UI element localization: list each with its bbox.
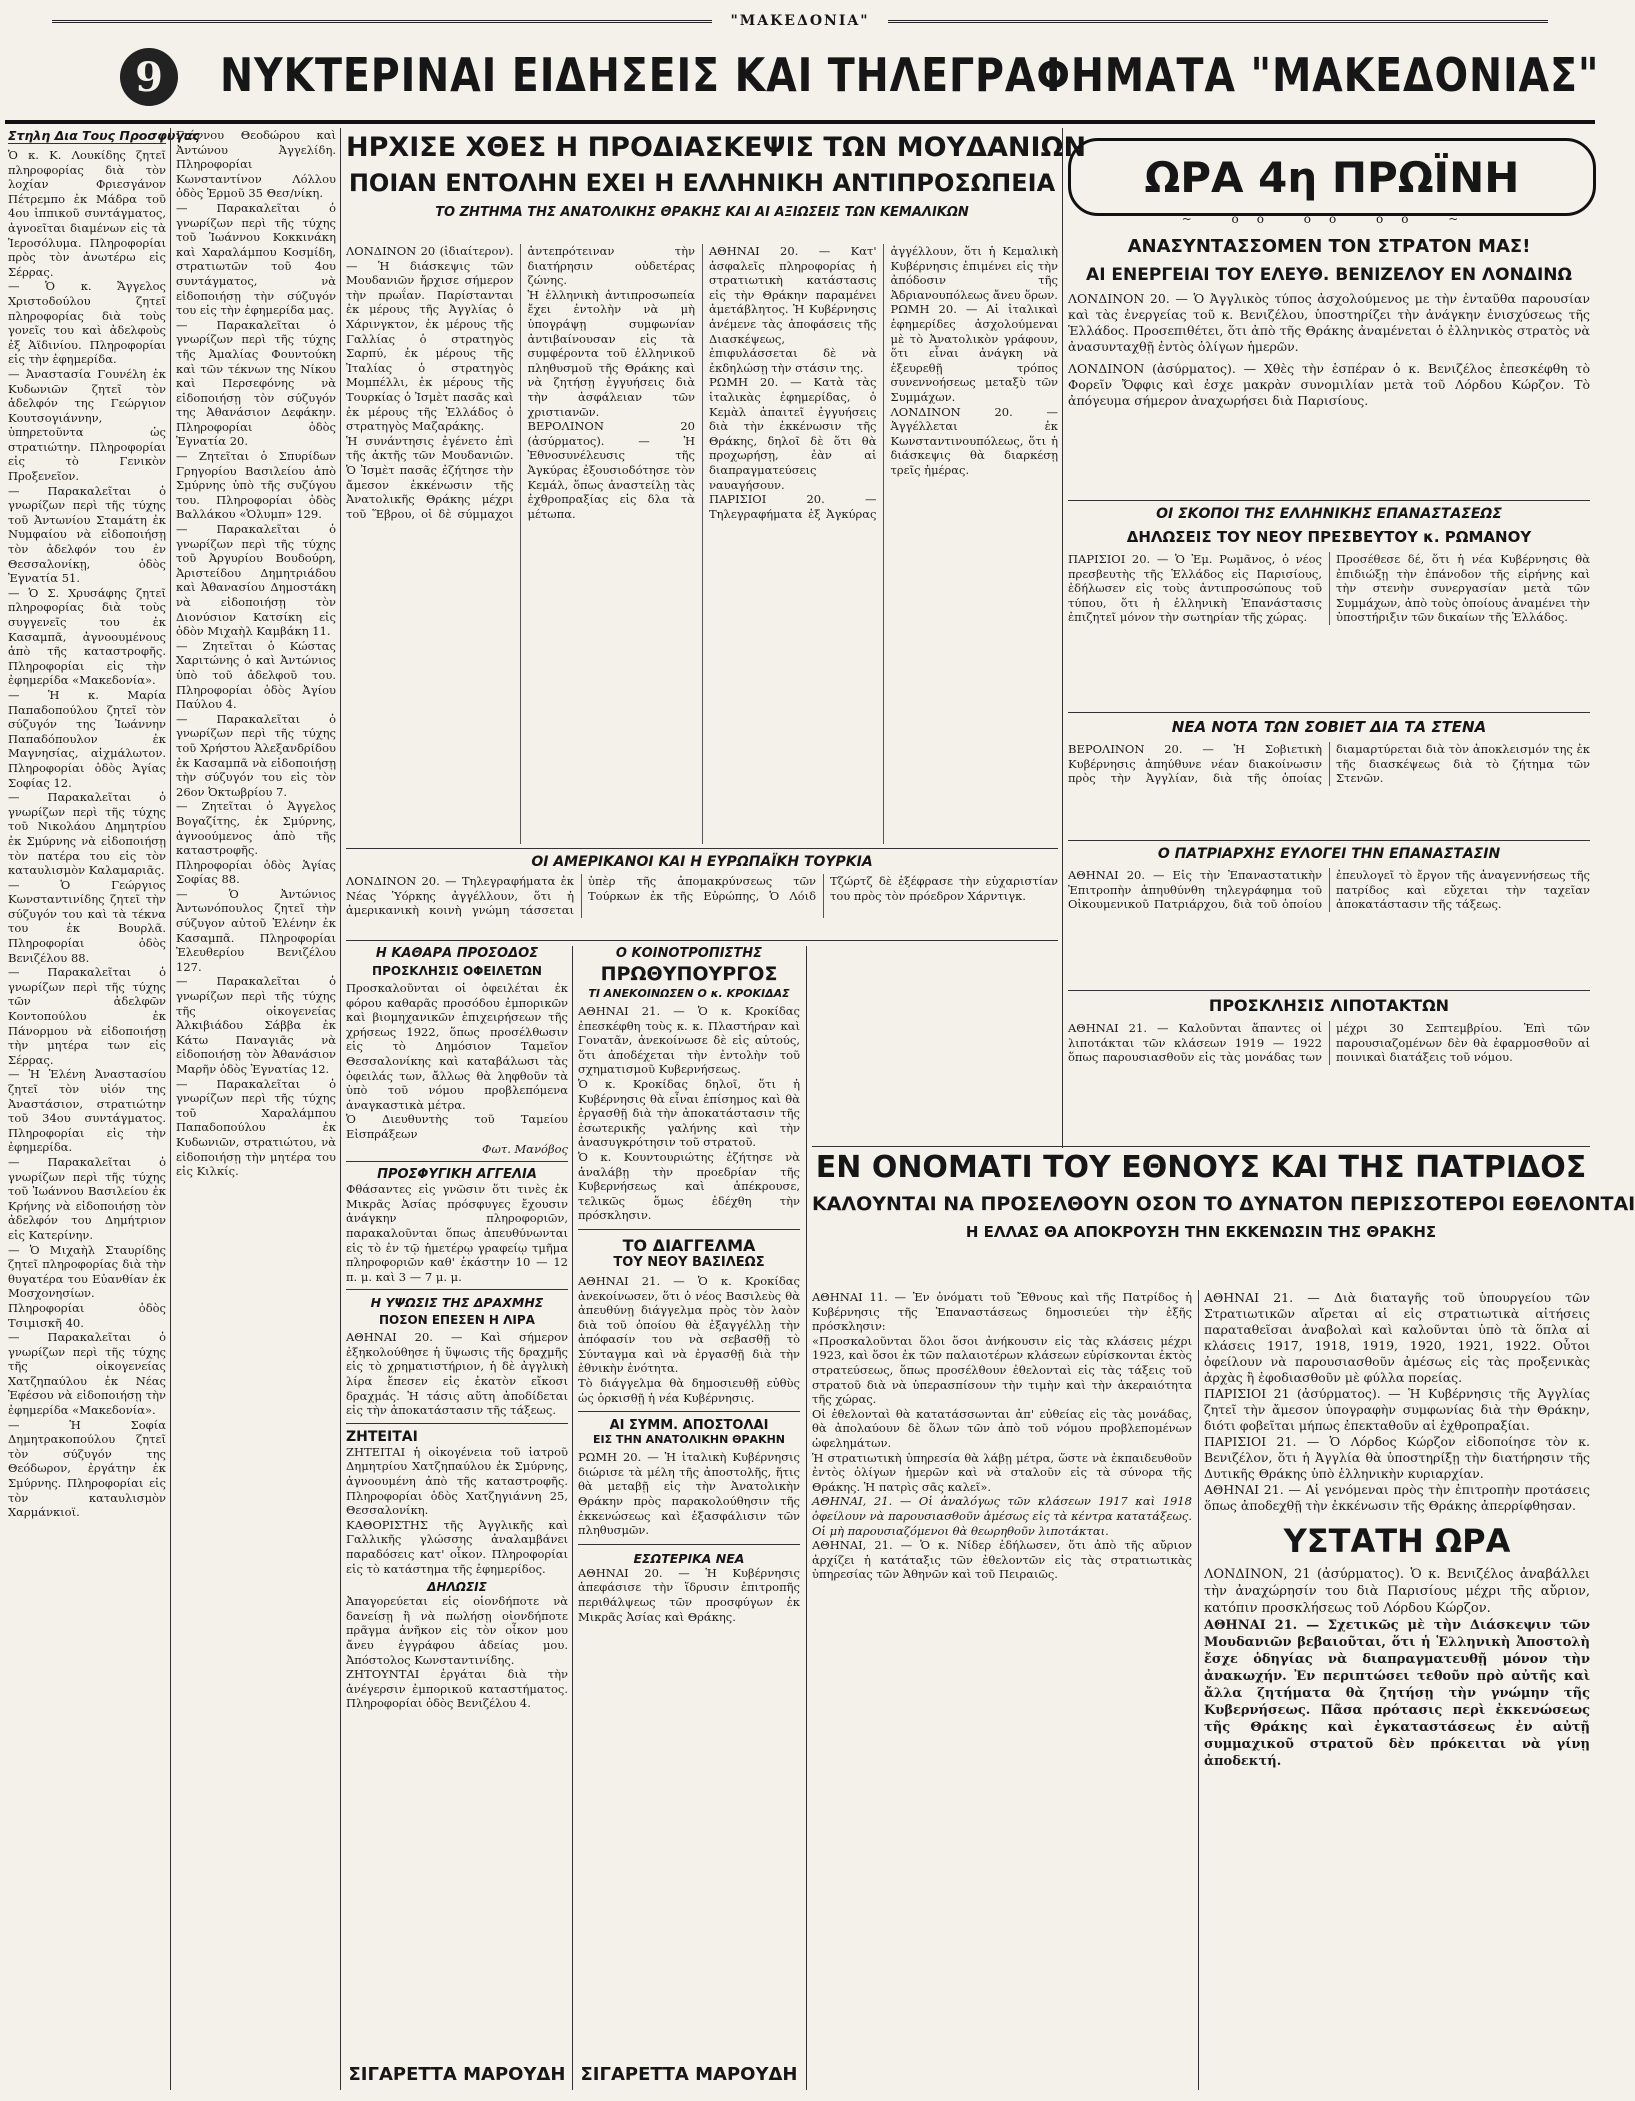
patriarch-headline: Ο ΠΑΤΡΙΑΡΧΗΣ ΕΥΛΟΓΕΙ ΤΗΝ ΕΠΑΝΑΣΤΑΣΙΝ <box>1157 846 1501 862</box>
refugee-paragraph: — Ὁ Γεώργιος Κωνσταντινίδης ζητεῖ τὴν σύζυγόν του καὶ τὰ τέκνα του ἐκ Βουρλᾶ. Πληροφορίαι ὁδὸς Βενιζέλου 88. <box>8 877 166 965</box>
refugee-paragraph: — Ἀναστασία Γουνέλη ἐκ Κυδωνιῶν ζητεῖ τὸν ἀδελφόν της Γεώργιον Κουτσογιάννην, ὑπηρετοῦντα ὡς στρατιώτην. Πληροφορίαι εἰς τὸ Γενικὸν Προξενεῖον. <box>8 366 166 484</box>
section-rule <box>1068 840 1590 841</box>
envoy-paragraph: ΠΑΡΙΣΙΟΙ 20. — Ὁ Ἐμ. Ρωμᾶνος, ὁ νέος πρεσβευτὴς τῆς Ἑλλάδος εἰς Παρισίους, ἐδήλωσεν εἰς τοὺς ἀντιπροσώπους τοῦ τύπου, ὅτι ἡ ἑλληνικὴ Ἐπανάστασις ἐπιζητεῖ μόνον τὴν σωτηρίαν τῆς χώρας. <box>1068 552 1322 625</box>
refugee-paragraph: — Παρακαλεῖται ὁ γνωρίζων περὶ τῆς τύχης τοῦ Ἰωάννου Βασιλείου ἐκ Κρήνης νὰ εἰδοποιήσῃ τὸν ἀδελφόν του Δημήτριον εἰς Κατερίνην. <box>8 1154 166 1242</box>
column-rule <box>572 946 573 2090</box>
refugee-paragraph: — Ζητεῖται ὁ Ἀγγελος Βογαζίτης, ἐκ Σμύρνης, ἀγνοούμενος ἀπὸ τῆς καταστροφῆς. Πληροφορίαι ὁδὸς Ἁγίας Σοφίας 88. <box>176 799 336 887</box>
nation-right-paragraph: ΑΘΗΝΑΙ 21. — Αἱ γενόμεναι πρὸς τὴν ἐπιτροπὴν προτάσεις ὅπως ἀποδεχθῇ τὴν ἐκκένωσιν τῆς Θράκης ἀπερρίφθησαν. <box>1204 1482 1590 1513</box>
notice-paragraph: Ἀπαγορεύεται εἰς οἱονδήποτε νὰ δανείσῃ ἢ νὰ πωλήσῃ οἱονδήποτε πρᾶγμα ἀνῆκον εἰς τὸν οἶκον μου ἄνευ ἐγγράφου ἀδείας μου. Ἀπόστολος Κωνσταντινίδης. <box>346 1594 568 1667</box>
conference-paragraph: Ἡ συνάντησις ἐγένετο ἐπὶ τῆς ἀκτῆς τῶν Μουδανιῶν. Ὁ Ἰσμὲτ πασᾶς ἐζήτησε τὴν ἄμεσον ἐκκένωσιν τῆς Ἀνατολικῆς Θράκης μέχρι τοῦ Ἕβρου, οἱ δὲ σύμμαχοι ἀντεπρότειναν τὴν διατήρησιν οὐδετέρας ζώνης. <box>346 244 695 521</box>
section-rule <box>578 1411 800 1412</box>
refugee-paragraph: — Παρακαλεῖται ὁ γνωρίζων περὶ τῆς τύχης τοῦ Ἀργυρίου Βουδούρη, Ἀριστείδου Δημητριάδου καὶ Ἀθανασίου Δημοστάκη νὰ εἰδοποιήσῃ τὸν Διονύσιον Κατσίκη εἰς ὁδὸν Μιχαὴλ Καμβάκη 11. <box>176 522 336 639</box>
nation-headline: ΕΝ ΟΝΟΜΑΤΙ ΤΟΥ ΕΘΝΟΥΣ ΚΑΙ ΤΗΣ ΠΑΤΡΙΔΟΣ <box>815 1150 1587 1185</box>
refugee-paragraph: — Ἡ Σοφία Δημητρακοπούλου ζητεῖ τὸν σύζυγόν της Θεόδωρον, ἐργάτην ἐκ Σμύρνης. Πληροφορίαι εἰς τὸν καταυλισμὸν Χαρμάνκιοϊ. <box>8 1417 166 1520</box>
notices-column <box>346 946 568 2090</box>
section-rule <box>1068 990 1590 991</box>
refugee-paragraph: — Ὁ Μιχαὴλ Σταυρίδης ζητεῖ πληροφορίας διὰ τὴν θυγατέρα του Εὐανθίαν ἐκ Μοσχονησίων. Πληροφορίαι ὁδὸς Τσιμισκῆ 40. <box>8 1242 166 1330</box>
americans-columns <box>346 874 1058 918</box>
conference-paragraph: ΛΟΝΔΙΝΟΝ 20 (ἰδιαίτερον). — Ἡ διάσκεψις τῶν Μουδανιῶν ἤρχισε σήμερον τὴν πρωΐαν. Παρίστανται ἐκ μέρους τῆς Ἀγγλίας ὁ Χάρινγκτον, ἐκ μέρους τῆς Γαλλίας ὁ στρατηγὸς Σαρπύ, ἐκ μέρους τῆς Ἰταλίας ὁ στρατηγὸς Μομπέλλι, ἐκ μέρους τῆς Τουρκίας ὁ Ἰσμὲτ πασᾶς καὶ ἐκ μέρους τῆς Ἑλλάδος ὁ στρατηγὸς Μαζαράκης. <box>346 244 514 434</box>
soviet-columns <box>1068 742 1590 786</box>
last-hour-headline: ΥΣΤΑΤΗ ΩΡΑ <box>1283 1522 1511 1560</box>
patriarch-columns <box>1068 868 1590 912</box>
soviet-headline: ΝΕΑ ΝΟΤΑ ΤΩΝ ΣΟΒΙΕΤ ΔΙΑ ΤΑ ΣΤΕΝΑ <box>1171 718 1487 736</box>
envoy-headline: ΟΙ ΣΚΟΠΟΙ ΤΗΣ ΕΛΛΗΝΙΚΗΣ ΕΠΑΝΑΣΤΑΣΕΩΣ <box>1156 506 1502 522</box>
section-rule <box>1068 712 1590 713</box>
refugee-paragraph: — Παρακαλεῖται ὁ γνωρίζων περὶ τῆς τύχης τοῦ Χαραλάμπου Παπαδοπούλου ἐκ Κυδωνιῶν, στρατιώτου, νὰ εἰδοποιήσῃ τὴν μητέρα του εἰς Κιλκίς. <box>176 1076 336 1179</box>
conference-paragraph: Ἡ ἑλληνικὴ ἀντιπροσωπεία ἔχει ἐντολὴν νὰ μὴ ὑπογράψῃ συμφωνίαν ἀντιβαίνουσαν εἰς τὰ συμφέροντα τοῦ ἑλληνικοῦ πληθυσμοῦ τῆς Θράκης καὶ νὰ ζητήσῃ ἐγγυήσεις διὰ τὴν ἀσφάλειαν τῶν χριστιανῶν. <box>527 287 695 419</box>
deserters-article <box>1068 996 1590 1140</box>
last-hour-paragraph: ΑΘΗΝΑΙ 21. — Σχετικῶς μὲ τὴν Διάσκεψιν τῶν Μουδανιῶν βεβαιοῦται, ὅτι ἡ Ἑλληνικὴ Ἀποστολὴ ἔσχε ὁδηγίας νὰ διαπραγματευθῇ μόνον τὴν ἀνακωχήν. Ἐν περιπτώσει τεθοῦν πρὸ αὐτῆς καὶ ἄλλα ζητήματα θὰ ζητήσῃ τὴν γνώμην τῆς Κυβερνήσεως. Πᾶσα πρότασις περὶ ἐκκενώσεως τῆς Θράκης καὶ ἐγκαταστάσεως ἐν αὐτῇ συμμαχικοῦ στρατοῦ δὲν πρόκειται νὰ γίνῃ ἀποδεκτή. <box>1204 1618 1590 1769</box>
nation-right-column <box>1204 1290 1590 2090</box>
soviet-article <box>1068 718 1590 836</box>
decree-paragraph: Τὸ διάγγελμα θὰ δημοσιευθῇ εὐθὺς ὡς ὁρκισθῇ ἡ νέα Κυβέρνησις. <box>578 1376 800 1405</box>
conference-paragraph: ΛΟΝΔΙΝΟΝ 20. — Ἀγγέλλεται ἐκ Κωνσταντινουπόλεως, ὅτι ἡ διάσκεψις θὰ διαρκέσῃ τρεῖς ἡμέρας. <box>890 404 1058 477</box>
refugee-paragraph: — Ἡ κ. Μαρία Παπαδοπούλου ζητεῖ τὸν σύζυγόν της Ἰωάννην Παπαδόπουλον ἐκ Μαγνησίας, αἰχμάλωτον. Πληροφορίαι ὁδὸς Ἀγίας Σοφίας 12. <box>8 687 166 790</box>
refugee-paragraph: — Ὁ κ. Ἄγγελος Χριστοδούλου ζητεῖ πληροφορίας διὰ τοὺς γονεῖς του καὶ ἀδελφοὺς ἐξ Ἀϊδινίου. Πληροφορίαι εἰς τὴν ἐφημερίδα. <box>8 279 166 367</box>
conference-paragraph: ΡΩΜΗ 20. — Αἱ ἰταλικαὶ ἐφημερίδες ἀσχολούμεναι μὲ τὸ Ἀνατολικὸν γράφουν, ὅτι εἶναι ἀνάγκη νὰ ἐξευρεθῇ τρόπος συνεννοήσεως μεταξὺ τῶν Συμμάχων. <box>890 302 1058 404</box>
army-paragraph: ΛΟΝΔΙΝΟΝ (ἀσύρματος). — Χθὲς τὴν ἑσπέραν ὁ κ. Βενιζέλος ἐπεσκέφθη τὸ Φορεῖν Ὄφφις καὶ ἐσχε μακρὰν συνομιλίαν μετὰ τοῦ Λόρδου Κώρζον. Τὸ ἀπόγευμα σήμερον ἀναχωρήσει διὰ Παρισίους. <box>1068 361 1590 408</box>
americans-article <box>346 854 1058 936</box>
column-rule <box>1198 1290 1199 2090</box>
column-rule <box>170 128 171 2090</box>
refugee-paragraph: — Παρακαλεῖται ὁ γνωρίζων περὶ τῆς τύχης τοῦ Ἰωάννου Κοκκινάκη καὶ Χαραλάμπου Κοσμίδη, στρατιωτῶν τοῦ 4ου συντάγματος, νὰ εἰδοποιήσῃ τὴν σύζυγόν του εἰς τὴν ἐφημερίδα μας. <box>176 200 336 318</box>
refugee-paragraph: Ὁ κ. Κ. Λουκίδης ζητεῖ πληροφορίας διὰ τὸν λοχίαν Φριεσγάνον Πέτρεμπο ἐκ Μάδρα τοῦ 4ου ἱππικοῦ συντάγματος, ἀγνοεῖται διαμένων εἰς τὰ Ἱεροσόλυμα. Πληροφορίαι πρὸς τὸν ἀνωτέρω εἰς Σέρρας. <box>8 148 166 279</box>
section-rule <box>578 1229 800 1230</box>
running-head-rule-left <box>52 20 712 23</box>
army-paragraph: ΛΟΝΔΙΝΟΝ 20. — Ὁ Ἀγγλικὸς τύπος ἀσχολούμενος με τὴν ἐνταῦθα παρουσίαν καὶ τὰς ἐνεργείας τοῦ κ. Βενιζέλου, ὑποστηρίζει τὴν ἀνάγκην ἐνισχύσεως τῆς Ἑλλάδος. Προσεπιθέτει, ὅτι ἀπὸ τῆς Θράκης ἀναμένεται ὁ ἐλληνικὸς στρατὸς νὰ ἀνασυνταχθῇ ἐντὸς ὀλίγων ἡμερῶν. <box>1068 291 1590 354</box>
nation-paragraph: ΑΘΗΝΑΙ, 21. — Οἱ ἀναλόγως τῶν κλάσεων 1917 καὶ 1918 ὀφείλουν νὰ παρουσιασθοῦν ἀμέσως εἰς τὰ κέντρα κατατάξεως. Οἱ μὴ παρουσιαζόμενοι θὰ θεωρηθοῦν λιποτάκται. <box>812 1494 1192 1538</box>
allied-missions-paragraph: ΡΩΜΗ 20. — Ἡ ἰταλικὴ Κυβέρνησις διώρισε τὰ μέλη τῆς ἀποστολῆς, ἥτις θὰ μεταβῇ εἰς τὴν Ἀνατολικὴν Θράκην πρὸς παρακολούθησιν τῆς ἐκκενώσεως καὶ ἐξασφάλισιν τῶν πληθυσμῶν. <box>578 1450 800 1538</box>
refugee-column-title: Στηλη Δια Τους Προσφυγας <box>8 128 200 143</box>
hour-label: ΩΡΑ 4η ΠΡΩΪΝΗ <box>1144 152 1520 202</box>
decree-headline: ΤΟ ΔΙΑΓΓΕΛΜΑ <box>622 1235 756 1255</box>
debtors-subhead: ΠΡΟΣΚΛΗΣΙΣ ΟΦΕΙΛΕΤΩΝ <box>372 964 542 978</box>
refugee-paragraph: — Ὁ Σ. Χρυσάφης ζητεῖ πληροφορίας διὰ τοὺς συγγενεῖς του ἐκ Κασαμπᾶ, ἀγνοουμένους ἀπὸ τῆς καταστροφῆς. Πληροφορίαι εἰς τὴν ἐφημερίδα «Μακεδονία». <box>8 585 166 688</box>
deserters-columns <box>1068 1021 1590 1065</box>
conference-paragraph: ΠΑΡΙΣΙΟΙ 20. — Τηλεγραφήματα ἐξ Ἀγκύρας ἀγγέλλουν, ὅτι ἡ Κεμαλικὴ Κυβέρνησις ἐπιμένει εἰς τὴν ἀπόδοσιν τῆς Ἀδριανουπόλεως ἄνευ ὅρων. <box>709 244 1058 521</box>
refugee-paragraph: — Ἡ Ἑλένη Ἀναστασίου ζητεῖ τὸν υἱόν της Ἀναστάσιον, στρατιώτην τοῦ 34ου συντάγματος. Πληροφορίαι εἰς τὴν ἐφημερίδα. <box>8 1067 166 1155</box>
column-rule <box>806 946 807 2090</box>
prime-minister-headline: Ο ΚΟΙΝΟΤΡΟΠΙΣΤΗΣ <box>615 946 763 961</box>
nation-paragraph: «Προσκαλοῦνται ὅλοι ὅσοι ἀνήκουσιν εἰς τὰς κλάσεις μέχρι 1923, καὶ ὅσοι ἐκ τῶν παλαιοτέρων κλάσεων εὑρίσκονται ἐκτὸς στρατεύσεως, ὅπως προσέλθουν ἐθελονταὶ εἰς τὰς τάξεις τοῦ στρατοῦ διὰ νὰ ὑπερασπίσουν τὴν τιμὴν καὶ τὴν ἀκεραιότητα τῆς χώρας. <box>812 1333 1192 1407</box>
conference-paragraph: ΒΕΡΟΛΙΝΟΝ 20 (ἀσύρματος). — Ἡ Ἐθνοσυνέλευσις τῆς Ἀγκύρας ἐξουσιοδότησε τὸν Κεμάλ, ὅπως ἀναστείλῃ τὰς ἐχθροπραξίας εἰς δλα τὰ μέτωπα. <box>527 419 695 521</box>
nation-right-paragraph: ΑΘΗΝΑΙ 21. — Διὰ διαταγῆς τοῦ ὑπουργείου τῶν Στρατιωτικῶν αἴρεται αἱ εἰς στρατιωτικὰ αἰτήσεις παραταθεῖσαι ἀναβολαὶ καὶ καλοῦνται ὑπὸ τὰ ὅπλα αἱ κλάσεις 1917, 1918, 1919, 1920, 1921, 1922. Οὗτοι ὀφείλουν νὰ παρουσιασθοῦν ἀμέσως εἰς τὰς προξενικὰς ἀρχὰς ἢ ἐφοδιασθοῦν μὲ φύλλα πορείας. <box>1204 1290 1590 1385</box>
prime-minister-subhead: ΠΡΩΘΥΠΟΥΡΓΟΣ <box>600 963 778 985</box>
refugee-paragraph: — Παρακαλεῖται ὁ γνωρίζων περὶ τῆς τύχης τοῦ Νικολάου Δημητρίου ἐκ Σμύρνης νὰ εἰδοποιήσῃ τὸν πατέρα του εἰς τὸν καταυλισμὸν Καλαμαριᾶς. <box>8 790 166 878</box>
refugee-notice-paragraph: Φθάσαντες εἰς γνῶσιν ὅτι τινὲς ἐκ Μικρᾶς Ἀσίας πρόσφυγες ἔχουσιν ἀνάγκην πληροφοριῶν, παρακαλοῦνται ὅπως ἀπευθύνωνται εἰς τὸ ἐν τῷ ἡμετέρῳ γραφείῳ τμῆμα πληροφοριῶν καθ' ἑκάστην 10 — 12 π. μ. καὶ 3 — 7 μ. μ. <box>346 1182 568 1284</box>
envoy-paragraph: Προσέθεσε δέ, ὅτι ἡ νέα Κυβέρνησις θὰ ἐπιδιώξῃ τὴν ἐπάνοδον τῆς εἰρήνης καὶ τὴν στενὴν συνεργασίαν μετὰ τῶν Συμμάχων, ἀπὸ τοὺς ὁποίους ἀναμένει τὴν ὑποστήριξιν τῶν δικαίων τῆς Ἑλλάδος. <box>1336 552 1590 625</box>
conference-subhead: ΠΟΙΑΝ ΕΝΤΟΛΗΝ ΕΧΕΙ Η ΕΛΛΗΝΙΚΗ ΑΝΤΙΠΡΟΣΩΠΕΙΑ <box>348 169 1056 197</box>
wanted-closing: ΖΗΤΟΥΝΤΑΙ ἐργάται διὰ τὴν ἀνέγερσιν ἐμπορικοῦ καταστήματος. Πληροφορίαι ὁδὸς Βενιζέλου 4. <box>346 1667 568 1711</box>
column-rule <box>340 128 341 2090</box>
section-rule <box>578 1544 800 1545</box>
debtors-paragraph: Προσκαλοῦνται οἱ ὀφειλέται ἐκ φόρου καθαρᾶς προσόδου ἐμπορικῶν καὶ βιομηχανικῶν ἐπιχειρήσεων τῆς χρήσεως 1922, ὅπως προσέλθωσιν εἰς τὸ Δημόσιον Ταμεῖον Θεσσαλονίκης καὶ καταβάλωσι τὰς ὀφειλάς των, ἄλλως θὰ ληφθοῦν τὰ ὑπὸ τοῦ νόμου προβλεπόμενα ἀναγκαστικὰ μέτρα. <box>346 981 568 1112</box>
refugee-paragraph: — Ὁ Ἀντώνιος Ἀντωνόπουλος ζητεῖ τὴν σύζυγον αὐτοῦ Ἑλένην ἐκ Κασαμπᾶ. Πληροφορίαι Ἐλευθερίου Βενιζέλου 127. <box>176 886 336 974</box>
cigarette-ad-right: ΣΙΓΑΡΕΤΤΑ ΜΑΡΟΥΔΗ <box>580 2064 798 2085</box>
envoy-subhead: ΔΗΛΩΣΕΙΣ ΤΟΥ ΝΕΟΥ ΠΡΕΣΒΕΥΤΟΥ κ. ΡΩΜΑΝΟΥ <box>1126 528 1532 546</box>
drachma-headline: Η ΥΨΩΣΙΣ ΤΗΣ ΔΡΑΧΜΗΣ <box>370 1295 544 1311</box>
section-rule <box>346 848 1058 849</box>
hour-box <box>1068 138 1596 216</box>
wanted-paragraph: ΖΗΤΕΙΤΑΙ ἡ οἰκογένεια τοῦ ἰατροῦ Δημητρίου Χατζηπαύλου ἐκ Σμύρνης, ἀγνοουμένη ἀπὸ τῆς καταστροφῆς. Πληροφορίαι ὁδὸς Χατζηγιάννη 25, Θεσσαλονίκη. <box>346 1444 568 1518</box>
prime-minister-paragraph: ΑΘΗΝΑΙ 21. — Ὁ κ. Κροκίδας ἐπεσκέφθη τοὺς κ. κ. Πλαστήραν καὶ Γονατᾶν, ἀνεκοίνωσε δὲ εἰς αὐτούς, ὅτι ἀποδέχεται τὴν ἐντολὴν τοῦ σχηματισμοῦ Κυβερνήσεως. <box>578 1004 800 1077</box>
conference-paragraph: ΡΩΜΗ 20. — Κατὰ τὰς ἰταλικὰς ἐφημερίδας, ὁ Κεμὰλ ἀπαιτεῖ ἐγγυήσεις διὰ τὴν ἐκκένωσιν τῆς Θράκης, δηλοῖ δὲ ὅτι θὰ προχωρήσῃ, ἐὰν αἱ διαπραγματεύσεις ναυαγήσουν. <box>709 375 877 492</box>
patriarch-paragraph: ΑΘΗΝΑΙ 20. — Εἰς τὴν Ἐπαναστατικὴν Ἐπιτροπὴν ἀπηυθύνθη τηλεγράφημα τοῦ Οἰκουμενικοῦ Πατριάρχου, διὰ τοῦ ὁποίου ἐπευλογεῖ τὸ ἔργον τῆς ἀναγεννήσεως τῆς πατρίδος καὶ εὔχεται τὴν ταχεῖαν ἀποκατάστασιν τῆς τάξεως. <box>1068 868 1590 912</box>
section-rule <box>346 1423 568 1424</box>
conference-deck: ΤΟ ΖΗΤΗΜΑ ΤΗΣ ΑΝΑΤΟΛΙΚΗΣ ΘΡΑΚΗΣ ΚΑΙ ΑΙ ΑΞΙΩΣΕΙΣ ΤΩΝ ΚΕΜΑΛΙΚΩΝ <box>435 205 969 220</box>
deserters-paragraph: ΑΘΗΝΑΙ 21. — Καλοῦνται ἅπαντες οἱ λιποτάκται τῶν κλάσεων 1919 — 1922 ὅπως παρουσιασθοῦν εἰς τὰς μονάδας των μέχρι 30 Σεπτεμβρίου. Ἐπὶ τῶν παρουσιαζομένων δὲν θὰ ἐφαρμοσθοῦν αἱ ποινικαὶ διατάξεις τοῦ νόμου. <box>1068 1021 1590 1065</box>
envoy-columns <box>1068 552 1590 625</box>
refugee-paragraph: — Ζητεῖται ὁ Σπυρίδων Γρηγορίου Βασιλείου ἀπὸ Σμύρνης ὑπὸ τῆς συζύγου του. Πληροφορίαι ὁδὸς Βαλλάκου «Ὁλυμπ» 129. <box>176 449 336 522</box>
paper-name: "ΜΑΚΕΔΟΝΙΑ" <box>730 13 870 29</box>
section-rule <box>812 1146 1590 1147</box>
conference-paragraph: ΑΘΗΝΑΙ 20. — Κατ' ἀσφαλεῖς πληροφορίας ἡ στρατιωτικὴ κατάστασις εἰς τὴν Θράκην παραμένει ἀμετάβλητος. Ἡ Κυβέρνησις ἀνέμενε τὰς ἀποφάσεις τῆς Διασκέψεως, ἐπιφυλάσσεται δὲ νὰ ἐκδηλώσῃ τὴν στάσιν της. <box>709 244 877 375</box>
page-number: 9 <box>120 48 178 106</box>
decree-subhead: ΤΟΥ ΝΕΟΥ ΒΑΣΙΛΕΩΣ <box>613 1254 765 1270</box>
notice-title: ΔΗΛΩΣΙΣ <box>427 1580 487 1595</box>
refugee-paragraph: — Παρακαλεῖται ὁ γνωρίζων περὶ τῆς τύχης τῆς Ἀμαλίας Φουντούκη καὶ τῶν τέκνων της Νίκου καὶ Περσεφόνης νὰ εἰδοποιήσῃ τὸν σύζυγόν της Ἀθανάσιον Δεφάκην. Πληροφορίαι ὁδὸς Ἐγνατία 20. <box>176 317 336 449</box>
prime-minister-column <box>578 946 800 2060</box>
soviet-paragraph: ΒΕΡΟΛΙΝΟΝ 20. — Ἡ Σοβιετικὴ Κυβέρνησις ἀπηύθυνε νέαν διακοίνωσιν πρὸς τὴν Ἀγγλίαν, διὰ τῆς ὁποίας διαμαρτύρεται διὰ τὸν ἀποκλεισμόν της ἐκ τῆς διασκέψεως διὰ τὸ ζήτημα τῶν Στενῶν. <box>1068 742 1590 786</box>
nation-paragraph: ΑΘΗΝΑΙ, 21. — Ὁ κ. Νίδερ ἐδήλωσεν, ὅτι ἀπὸ τῆς αὔριον ἀρχίζει ἡ κατάταξις τῶν ἐθελοντῶν εἰς τὰς στρατιωτικὰς ὑπηρεσίας τῶν Ἀθηνῶν καὶ τοῦ Πειραιῶς. <box>812 1538 1192 1582</box>
conference-headline: ΗΡΧΙΣΕ ΧΘΕΣ Η ΠΡΟΔΙΑΣΚΕΨΙΣ ΤΩΝ ΜΟΥΔΑΝΙΩΝ <box>346 132 1087 163</box>
domestic-paragraph: ΑΘΗΝΑΙ 20. — Ἡ Κυβέρνησις ἀπεφάσισε τὴν ἵδρυσιν ἐπιτροπῆς περιθάλψεως τῶν προσφύγων ἐκ Μικρᾶς Ἀσίας καὶ Θράκης. <box>578 1565 800 1624</box>
army-subhead: ΑΙ ΕΝΕΡΓΕΙΑΙ ΤΟΥ ΕΛΕΥΘ. ΒΕΝΙΖΕΛΟΥ ΕΝ ΛΟΝΔΙΝΩ <box>1086 265 1572 285</box>
prime-minister-paragraph: Ὁ κ. Κουντουριώτης ἐζήτησε νὰ ἀναλάβῃ τὴν προεδρίαν τῆς Κυβερνήσεως καὶ ἀπέκρουσε, τελικῶς ὅμως ἐδέχθη τὴν πρόσκλησιν. <box>578 1149 800 1223</box>
army-headline: ΑΝΑΣΥΝΤΑΣΣΟΜΕΝ ΤΟΝ ΣΤΡΑΤΟΝ ΜΑΣ! <box>1127 236 1531 257</box>
allied-missions-headline: ΑΙ ΣΥΜΜ. ΑΠΟΣΤΟΛΑΙ <box>609 1418 769 1434</box>
refugee-paragraph: — Παρακαλεῖται ὁ γνωρίζων περὶ τῆς τύχης τῶν ἀδελφῶν Κοντοπούλου ἐκ Πάνορμου νὰ εἰδοποιήσῃ τὴν μητέρα των εἰς Σέρρας. <box>8 965 166 1067</box>
cigarette-ad-left: ΣΙΓΑΡΕΤΤΑ ΜΑΡΟΥΔΗ <box>348 2064 566 2085</box>
refugee-notice-headline: ΠΡΟΣΦΥΓΙΚΗ ΑΓΓΕΛΙΑ <box>377 1167 537 1183</box>
army-article <box>1068 236 1590 496</box>
americans-headline: ΟΙ ΑΜΕΡΙΚΑΝΟΙ ΚΑΙ Η ΕΥΡΩΠΑΪΚΗ ΤΟΥΡΚΙΑ <box>531 854 873 870</box>
section-rule <box>346 940 1058 941</box>
nation-right-paragraph: ΠΑΡΙΣΙΟΙ 21. — Ὁ Λόρδος Κώρζον εἰδοποίησε τὸν κ. Βενιζέλον, ὅτι ἡ Ἀγγλία θὰ ὑποστηρίξῃ τὴν διατήρησιν τῆς Δυτικῆς Θράκης ὑπὸ ἑλληνικὴν κυριαρχίαν. <box>1204 1434 1590 1481</box>
nation-paragraph: Ἡ στρατιωτικὴ ὑπηρεσία θὰ λάβῃ μέτρα, ὥστε νὰ ἐκπαιδευθοῦν ἐντὸς ὀλίγων ἡμερῶν καὶ νὰ σταλοῦν εἰς τὰ σύνορα τῆς Θράκης. Ἡ πατρὶς σᾶς καλεῖ». <box>812 1450 1192 1494</box>
deserters-headline: ΠΡΟΣΚΛΗΣΙΣ ΛΙΠΟΤΑΚΤΩΝ <box>1208 996 1450 1015</box>
refugee-column <box>8 128 200 2090</box>
refugee-column-continued <box>176 128 336 2090</box>
nation-paragraph: ΑΘΗΝΑΙ 11. — Ἐν ὀνόματι τοῦ Ἔθνους καὶ τῆς Πατρίδος ἡ Κυβέρνησις τῆς Ἐπαναστάσεως δημοσιεύει τὴν ἑξῆς πρόσκλησιν: <box>812 1290 1192 1334</box>
wanted-paragraph: ΚΑΘΟΡΙΣΤΗΣ τῆς Ἀγγλικῆς καὶ Γαλλικῆς γλώσσης ἀναλαμβάνει παραδόσεις κατ' οἶκον. Πληροφορίαι εἰς τὸ κατάστημα τῆς ἐφημερίδος. <box>346 1517 568 1576</box>
refugee-paragraph: — Παρακαλεῖται ὁ γνωρίζων περὶ τῆς τύχης τῆς οἰκογενείας Ἀλκιβιάδου Σάββα ἐκ Κάτω Παναγιᾶς νὰ εἰδοποιήσῃ τὸν Ἀθανάσιον Μαρῆν ὁδὸς Ἐγνατίας 12. <box>176 974 336 1076</box>
nation-right-paragraph: ΠΑΡΙΣΙΟΙ 21 (ἀσύρματος). — Ἡ Κυβέρνησις τῆς Ἀγγλίας ζητεῖ τὴν ἄμεσον ὑπογραφὴν συμφωνίας διὰ τὴν Θράκην, διότι φοβεῖται μήπως ἐπεκταθοῦν αἱ ἐχθροπραξίαι. <box>1204 1386 1590 1433</box>
refugee-paragraph: — Παρακαλεῖται ὁ γνωρίζων περὶ τῆς τύχης τοῦ Χρήστου Ἀλεξανδρίδου ἐκ Κασαμπᾶ νὰ εἰδοποιήσῃ τὴν σύζυγόν του εἰς τὸν 26ον Ὀκτωβρίου 7. <box>176 711 336 799</box>
prime-minister-deck: ΤΙ ΑΝΕΚΟΙΝΩΣΕΝ Ο κ. ΚΡΟΚΙΔΑΣ <box>588 987 790 1000</box>
prime-minister-paragraph: Ὁ κ. Κροκίδας δηλοῖ, ὅτι ἡ Κυβέρνησις θὰ εἶναι ἐπίσημος καὶ θὰ ἐργασθῇ διὰ τὴν ἀποκατάστασιν τῆς ἐσωτερικῆς γαλήνης καὶ τὴν ἀνασυγκρότησιν τοῦ στρατοῦ. <box>578 1076 800 1150</box>
last-hour-paragraph: ΛΟΝΔΙΝΟΝ, 21 (ἀσύρματος). Ὁ κ. Βενιζέλος ἀναβάλλει τὴν ἀναχώρησίν του διὰ Παρισίους μέχρι τῆς αὔριον, κατόπιν προσκλήσεως τοῦ Λόρδου Κώρζον. <box>1204 1567 1590 1616</box>
debtors-signature: Φωτ. Μανόβος <box>482 1141 568 1156</box>
running-head <box>0 10 1600 32</box>
envoy-article <box>1068 506 1590 706</box>
debtors-paragraph: Ὁ Διευθυντὴς τοῦ Ταμείου Εἰσπράξεων <box>346 1112 568 1141</box>
hour-ornament: ~ oo oo oo ~ <box>1181 212 1477 226</box>
debtors-headline: Η ΚΑΘΑΡΑ ΠΡΟΣΟΔΟΣ <box>375 946 539 961</box>
masthead-rule <box>5 120 1595 124</box>
refugee-paragraph: Γιάννου Θεοδώρου καὶ Ἀντώνου Ἀγγελίδη. Πληροφορίαι Κωνσταντίνον Λόλλου ὁδὸς Ἑρμοῦ 35 Θεσ/νίκη. <box>176 128 336 201</box>
americans-paragraph: ΛΟΝΔΙΝΟΝ 20. — Τηλεγραφήματα ἐκ Νέας Ὑόρκης ἀγγέλλουν, ὅτι ἡ ἀμερικανικὴ κοινὴ γνώμη τάσσεται ὑπὲρ τῆς ἀπομακρύνσεως τῶν Τούρκων ἐκ τῆς Εὐρώπης, Ὁ Λόιδ Τζώρτζ δὲ ἐξέφρασε τὴν εὐχαριστίαν του πρὸς τὸν πρόεδρον Χάρντιγκ. <box>346 874 1058 918</box>
conference-header <box>346 128 1087 240</box>
section-rule <box>346 1161 568 1162</box>
section-rule <box>346 1289 568 1290</box>
section-rule <box>1068 500 1590 501</box>
drachma-subhead: ΠΟΣΟΝ ΕΠΕΣΕΝ Η ΛΙΡΑ <box>379 1313 535 1328</box>
column-rule <box>1062 848 1063 1148</box>
wanted-lead: ΖΗΤΕΙΤΑΙ <box>346 1428 418 1445</box>
nation-header <box>812 1150 1635 1286</box>
patriarch-article <box>1068 846 1590 986</box>
refugee-paragraph: — Ζητεῖται ὁ Κώστας Χαριτώνης ὁ καὶ Ἀντώνιος ὑπὸ τοῦ ἀδελφοῦ του. Πληροφορίαι ὁδὸς Ἀγίου Παύλου 4. <box>176 638 336 712</box>
domestic-headline: ΕΣΩΤΕΡΙΚΑ ΝΕΑ <box>633 1550 745 1566</box>
nation-paragraph: Οἱ ἐθελονταὶ θὰ κατατάσσωνται ἀπ' εὐθείας εἰς τὰς μονάδας, θὰ ἀπολαύουν δὲ ὅλων τῶν ἀπὸ τοῦ νόμου προβλεπομένων ὠφελημάτων. <box>812 1406 1192 1450</box>
nation-subhead: ΚΑΛΟΥΝΤΑΙ ΝΑ ΠΡΟΣΕΛΘΟΥΝ ΟΣΟΝ ΤΟ ΔΥΝΑΤΟΝ ΠΕΡΙΣΣΟΤΕΡΟΙ ΕΘΕΛΟΝΤΑΙ <box>812 1193 1635 1215</box>
drachma-paragraph: ΑΘΗΝΑΙ 20. — Καὶ σήμερον ἐξηκολούθησε ἡ ὕψωσις τῆς δραχμῆς εἰς τὸ χρηματιστήριον, ἡ δὲ ἀγγλικὴ λίρα ἔπεσεν εἰς ἐκατὸν εἴκοσι δραχμάς. Ἡ τάσις αὕτη ἀποδίδεται εἰς τὴν ἀποκατάστασιν τῆς τάξεως. <box>346 1330 568 1418</box>
refugee-paragraph: — Παρακαλεῖται ὁ γνωρίζων περὶ τῆς τύχης τοῦ Ἀντωνίου Σταμάτη ἐκ Νυμφαίου νὰ εἰδοποιήσῃ τὸν ἀδελφόν του ἐν Θεσσαλονίκῃ, ὁδὸς Ἐγνατία 51. <box>8 483 166 586</box>
conference-article <box>346 244 1058 844</box>
decree-paragraph: ΑΘΗΝΑΙ 21. — Ὁ κ. Κροκίδας ἀνεκοίνωσεν, ὅτι ὁ νέος Βασιλεὺς θὰ ἀπευθύνῃ διάγγελμα πρὸς τὸν λαὸν διὰ τοῦ ὁποίου θὰ ἐξαγγέλλῃ τὴν ἀπόφασίν του νὰ σεβασθῇ τὸ Σύνταγμα καὶ νὰ ἐργασθῇ διὰ τὴν ἐθνικὴν ἑνότητα. <box>578 1273 800 1376</box>
refugee-paragraph: — Παρακαλεῖται ὁ γνωρίζων περὶ τῆς τύχης τῆς οἰκογενείας Χατζηπαύλου ἐκ Νέας Ἐφέσου νὰ εἰδοποιήσῃ τὴν ἐφημερίδα «Μακεδονία». <box>8 1330 166 1418</box>
running-head-rule-right <box>888 20 1548 23</box>
nation-article <box>812 1290 1192 2090</box>
nation-deck: Η ΕΛΛΑΣ ΘΑ ΑΠΟΚΡΟΥΣΗ ΤΗΝ ΕΚΚΕΝΩΣΙΝ ΤΗΣ ΘΡΑΚΗΣ <box>965 1223 1437 1241</box>
allied-missions-subhead: ΕΙΣ ΤΗΝ ΑΝΑΤΟΛΙΚΗΝ ΘΡΑΚΗΝ <box>592 1433 786 1447</box>
page-masthead: ΝΥΚΤΕΡΙΝΑΙ ΕΙΔΗΣΕΙΣ ΚΑΙ ΤΗΛΕΓΡΑΦΗΜΑΤΑ "ΜΑΚΕΔΟΝΙΑΣ" <box>220 48 1600 102</box>
